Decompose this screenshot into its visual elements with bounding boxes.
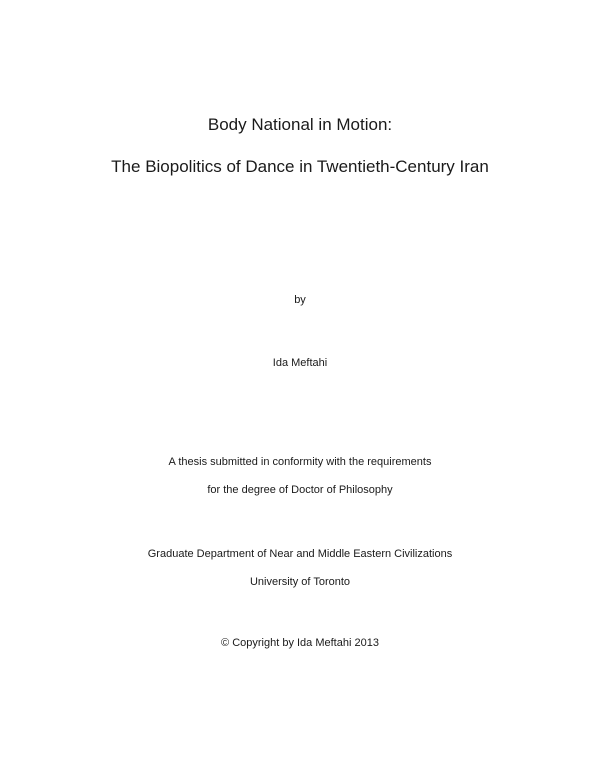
copyright-notice: © Copyright by Ida Meftahi 2013 — [221, 637, 379, 649]
thesis-title-line-2: The Biopolitics of Dance in Twentieth-Century Iran — [111, 157, 489, 176]
thesis-statement-line-2: for the degree of Doctor of Philosophy — [207, 484, 393, 496]
university-name: University of Toronto — [249, 576, 351, 588]
thesis-statement-line-1: A thesis submitted in conformity with the requirements — [168, 456, 432, 468]
author-name: Ida Meftahi — [272, 357, 328, 369]
department-name: Graduate Department of Near and Middle Eastern Civilizations — [147, 548, 453, 560]
thesis-title-line-1: Body National in Motion: — [207, 115, 393, 134]
byline: by — [294, 294, 306, 306]
